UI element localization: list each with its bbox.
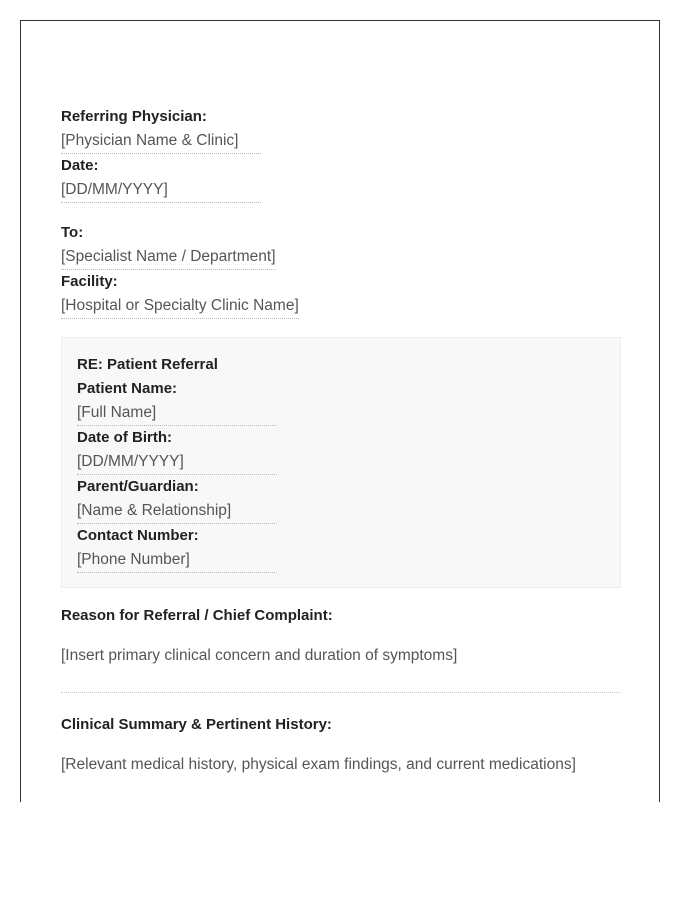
- date-of-birth-label: Date of Birth:: [77, 429, 172, 446]
- to-field[interactable]: [Specialist Name / Department]: [61, 245, 276, 270]
- patient-name-field[interactable]: [Full Name]: [77, 401, 277, 426]
- referring-physician-field[interactable]: [Physician Name & Clinic]: [61, 129, 261, 154]
- reason-heading: Reason for Referral / Chief Complaint:: [61, 607, 333, 624]
- contact-number-field[interactable]: [Phone Number]: [77, 548, 277, 573]
- reason-body-field[interactable]: [Insert primary clinical concern and duration of symptoms]: [61, 647, 458, 664]
- clinical-summary-heading: Clinical Summary & Pertinent History:: [61, 716, 332, 733]
- patient-name-label: Patient Name:: [77, 380, 178, 397]
- clinical-summary-body-field[interactable]: [Relevant medical history, physical exam findings, and current medications]: [61, 756, 576, 773]
- date-of-birth-field[interactable]: [DD/MM/YYYY]: [77, 450, 277, 475]
- parent-guardian-field[interactable]: [Name & Relationship]: [77, 499, 277, 524]
- patient-info-box: [61, 337, 621, 588]
- date-field[interactable]: [DD/MM/YYYY]: [61, 178, 261, 203]
- contact-number-label: Contact Number:: [77, 527, 199, 544]
- parent-guardian-label: Parent/Guardian:: [77, 478, 199, 495]
- document-content: [61, 105, 621, 777]
- section-divider: [61, 692, 621, 693]
- re-patient-referral-label: RE: Patient Referral: [77, 356, 218, 373]
- referring-physician-label: Referring Physician:: [61, 108, 207, 125]
- facility-field[interactable]: [Hospital or Specialty Clinic Name]: [61, 294, 299, 319]
- facility-label: Facility:: [61, 273, 118, 290]
- document-page: [20, 20, 660, 802]
- to-label: To:: [61, 224, 84, 241]
- date-label: Date:: [61, 157, 99, 174]
